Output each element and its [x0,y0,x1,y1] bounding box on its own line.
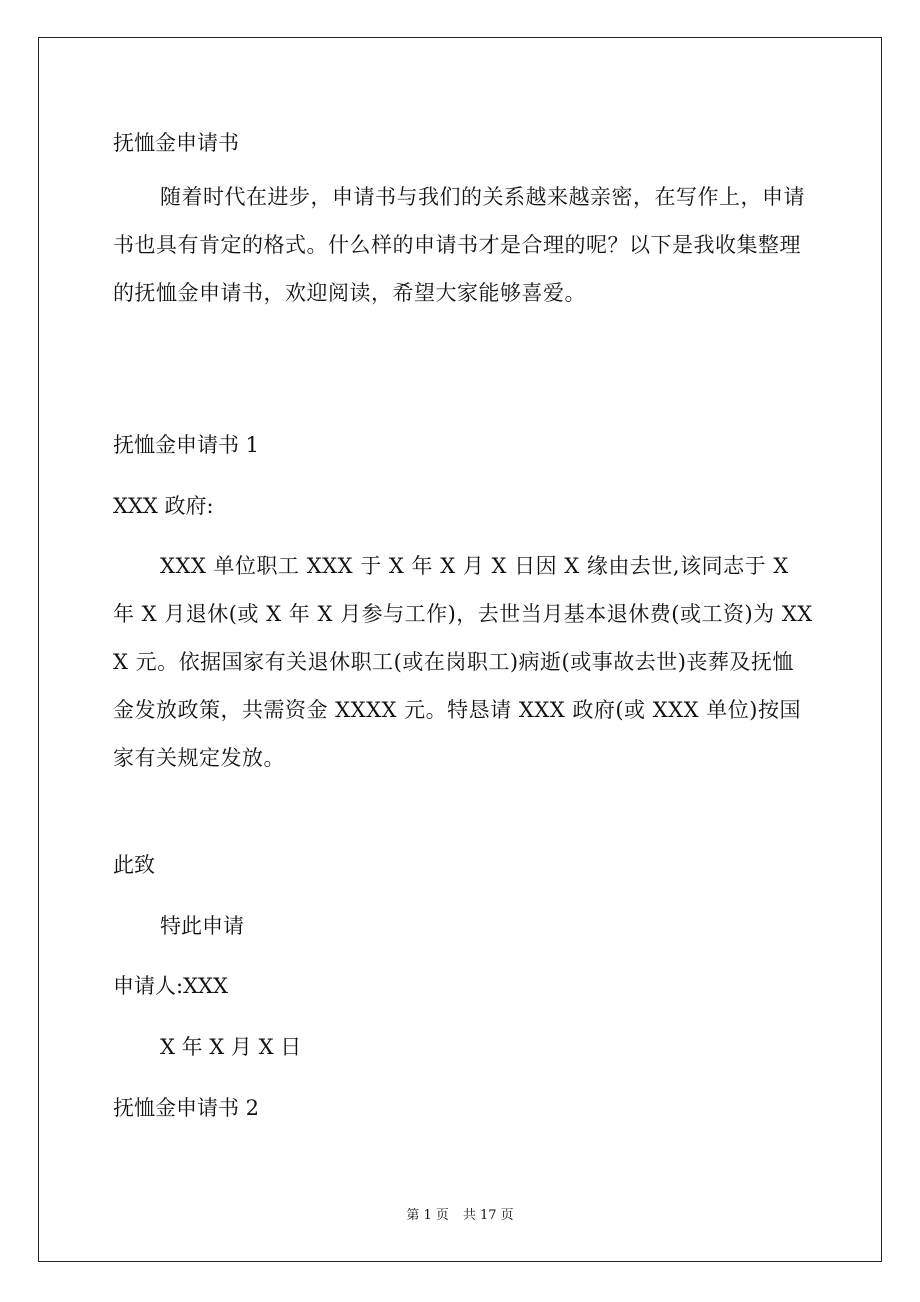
salutation: XXX 政府: [113,494,214,518]
page-total: 共 17 页 [462,1208,514,1223]
section-1-body: XXX 单位职工 XXX 于 X 年 X 月 X 日因 X 缘由去世,该同志于 X 年 X 月退休(或 X 年 X 月参与工作)，去世当月基本退休费(或工资)为 XXX 元。依据国家有关退休职工(或在岗职工)病逝(或事故去世)丧葬及抚恤金发放政策，共需资金 XXXX 元。特恳请 XXX 政府(或 XXX 单位)按国家有关规定发放。 [113,554,813,770]
document-title: 抚恤金申请书 [113,131,239,155]
date-line: X 年 X 月 X 日 [160,1035,302,1059]
intro-paragraph: 随着时代在进步，申请书与我们的关系越来越亲密，在写作上，申请书也具有肯定的格式。什么样的申请书才是合理的呢？以下是我收集整理的抚恤金申请书，欢迎阅读，希望大家能够喜爱。 [113,185,805,305]
section-2-heading: 抚恤金申请书 2 [113,1096,260,1120]
section-1-heading: 抚恤金申请书 1 [113,433,260,457]
closing-text: 此致 [113,853,155,877]
request-text: 特此申请 [160,914,244,938]
page-number: 第 1 页 [406,1208,449,1223]
applicant-line: 申请人:XXX [113,974,228,998]
page-footer [0,1207,920,1225]
